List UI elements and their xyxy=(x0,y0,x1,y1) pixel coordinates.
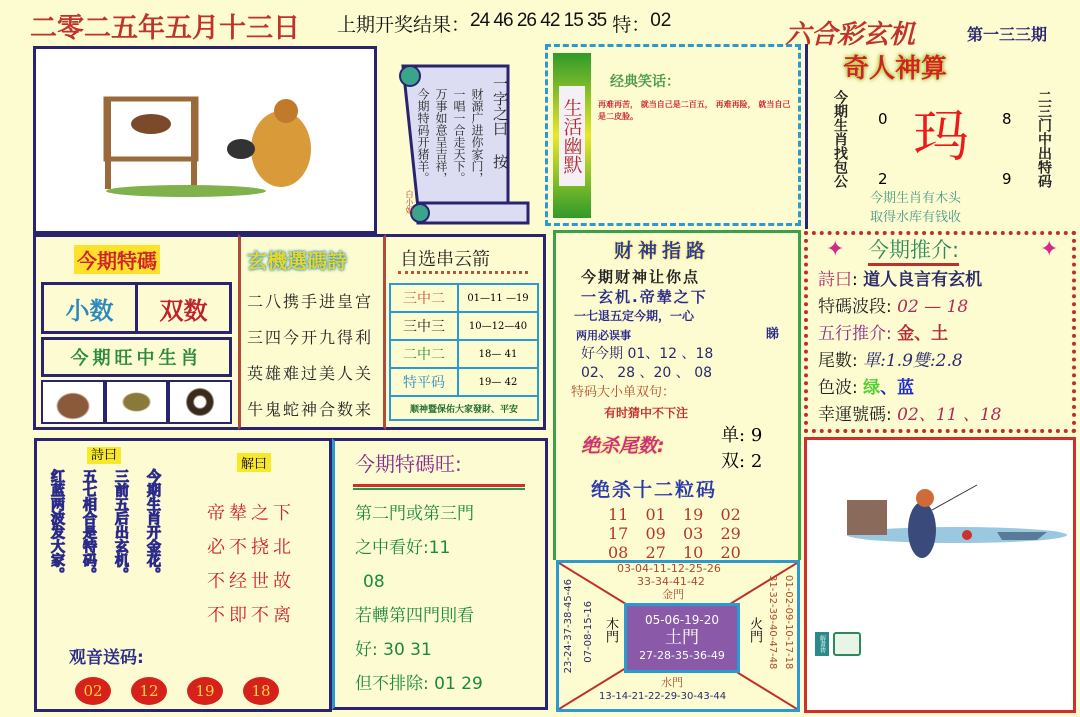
kill-number: 01 xyxy=(645,505,666,524)
snake-image xyxy=(168,380,232,424)
special-number: 02 xyxy=(650,10,672,31)
wuxing-value: 金、土 xyxy=(897,324,949,344)
number-ball: 02 xyxy=(75,677,111,705)
wang-line: 08 xyxy=(363,572,385,592)
poem-line: 二八携手进皇宫 xyxy=(247,292,374,311)
illustration-fishing xyxy=(804,437,1076,713)
date-title: 二零二五年五月十三日 xyxy=(30,13,300,44)
soccer-illustration xyxy=(36,49,374,231)
earth-bottom-nums: 27-28-35-36-49 xyxy=(639,649,725,662)
verse-col: 三前五后出玄机。 xyxy=(113,469,129,581)
verse-col: 红蓝两波发大家。 xyxy=(49,469,65,581)
pig-image xyxy=(41,380,105,424)
kill-number: 11 xyxy=(608,505,629,524)
oracle-num: 9 xyxy=(1002,170,1012,188)
poem-panel xyxy=(238,234,386,430)
wealth-line: 一玄机.帝辇之下 xyxy=(581,288,708,306)
explain-line: 必不挠北 xyxy=(207,537,295,558)
lucky-value: 02、11 、18 xyxy=(897,405,1002,425)
pick-divider xyxy=(398,271,528,277)
band-row xyxy=(818,296,968,318)
wealth-line: 有时猜中不下注 xyxy=(604,406,689,420)
poem-line: 英雄难过美人关 xyxy=(247,364,374,383)
pick-value: 18— 41 xyxy=(478,348,518,360)
gold-nums: 03-04-11-12-25-26 xyxy=(617,562,721,575)
pick-label: 三中二 xyxy=(391,285,459,311)
oracle-char: 玛 xyxy=(913,105,969,170)
wang-line: 第二門或第三門 xyxy=(355,504,474,524)
kill12-title: 绝杀十二粒码 xyxy=(591,479,718,501)
kill-number: 29 xyxy=(720,524,741,543)
wood-door: 木門 xyxy=(603,617,618,643)
oracle-line2: 取得水库有钱收 xyxy=(870,210,962,225)
pick-row xyxy=(391,341,537,369)
explain-line: 帝辇之下 xyxy=(207,503,295,524)
fire-nums: 01-02-09-10-17-18 xyxy=(783,575,794,670)
tail-value: 單:1.9雙:2.8 xyxy=(863,351,963,371)
wood-nums: 07-08-15-16 xyxy=(583,601,594,663)
scroll-panel xyxy=(388,58,533,228)
illustration-goal xyxy=(33,46,377,234)
last-result xyxy=(337,10,671,37)
last-result-numbers: 24 46 26 42 15 35 xyxy=(470,10,607,31)
doors-chart xyxy=(556,560,800,712)
wang-line: 好: 30 31 xyxy=(355,640,432,660)
recommend-poem: 詩曰: 道人良言有玄机 xyxy=(818,270,983,290)
recommend-panel xyxy=(804,231,1076,433)
wang-line: 之中看好:11 xyxy=(355,538,451,558)
lucky-label: 幸運號碼: xyxy=(818,405,892,425)
wealth-line: 睇 xyxy=(766,327,780,342)
poem-text: 道人良言有玄机 xyxy=(863,270,983,290)
joke-panel xyxy=(545,44,801,226)
kill-number: 17 xyxy=(608,524,629,543)
wealth-line: 好今期 01、12 、18 xyxy=(581,346,714,362)
band-label: 特碼波段: xyxy=(818,297,892,317)
explain-label: 解曰 xyxy=(237,453,271,472)
wealth-line: 两用必误事 xyxy=(576,329,631,342)
even-value: 2 xyxy=(750,451,763,472)
odd-label: 单: xyxy=(721,425,746,446)
pick-label: 三中三 xyxy=(391,313,459,339)
odd-value: 9 xyxy=(750,425,763,446)
explain-badge: 解畫祷 xyxy=(815,632,829,656)
gold-nums: 33-34-41-42 xyxy=(637,575,705,588)
pick-value: 19— 42 xyxy=(478,376,518,388)
last-result-label: 上期开奖结果： xyxy=(337,15,471,36)
pick-row xyxy=(391,285,537,313)
oracle-num: 0 xyxy=(878,110,888,128)
joke-title: 经典笑话： xyxy=(610,74,680,90)
color-green: 绿 xyxy=(863,378,881,398)
poem-title: 玄機選碼詩 xyxy=(247,249,347,273)
verse-poem-label: 詩曰 xyxy=(87,447,121,464)
pick-title: 自选串云箭 xyxy=(400,249,490,270)
scroll-author: 白小姐 xyxy=(405,190,414,214)
zodiac-label: 今期旺中生肖 xyxy=(41,337,232,377)
number-ball: 19 xyxy=(187,677,223,705)
kill-number: 10 xyxy=(683,543,704,562)
poem-line: 三四今开九得利 xyxy=(247,328,374,347)
earth-label: 土門 xyxy=(665,628,699,648)
pick-row xyxy=(391,313,537,341)
wealth-line: 特码大小单双句： xyxy=(571,385,676,400)
pick-footer: 顺神暨保佑大家發財、平安 xyxy=(409,404,518,415)
wuxing-label: 五行推介: xyxy=(818,324,892,344)
number-ball: 12 xyxy=(131,677,167,705)
color-label: 色波: xyxy=(818,378,858,398)
oracle-right-text: 二三门中出特码 xyxy=(1036,90,1052,188)
pick-panel xyxy=(386,234,546,430)
scroll-line: 今期特码开猪羊。 xyxy=(416,88,430,184)
zodiac-images xyxy=(41,380,232,424)
special-code-title: 今期特碼 xyxy=(74,245,160,274)
even-label: 双: xyxy=(721,451,746,472)
explain-line: 不即不离 xyxy=(207,605,295,626)
number-ball: 18 xyxy=(243,677,279,705)
oracle-panel xyxy=(805,44,1067,229)
recommend-title: 今期推介: xyxy=(868,237,959,266)
oracle-num: 8 xyxy=(1002,110,1012,128)
fire-door: 火門 xyxy=(747,617,762,643)
star-icon: ✦ xyxy=(826,237,845,262)
pick-value: 01—11 —19 xyxy=(467,292,529,304)
wealth-line: 一七退五定今期，一心 xyxy=(574,309,695,323)
verse-col: 五七相合是特码。 xyxy=(81,469,97,581)
pick-value: 10—12—40 xyxy=(468,320,528,332)
pick-row xyxy=(391,369,537,397)
kill-tail-label: 绝杀尾数: xyxy=(581,435,665,457)
kill-number: 20 xyxy=(720,543,741,562)
wang-underline xyxy=(353,484,525,490)
wang-line: 若轉第四門則看 xyxy=(355,606,474,626)
oracle-line1: 今期生肖有木头 xyxy=(870,191,962,206)
kill-number: 19 xyxy=(683,505,704,524)
wang-line: 但不排除: 01 29 xyxy=(355,674,483,694)
joke-text: 再难再苦， 就当自己是二百五， 再难再险， 就当自己是二皮脸。 xyxy=(598,100,791,121)
poem-line: 牛鬼蛇神合数来 xyxy=(247,400,374,419)
oracle-left-text: 今期生肖找包公 xyxy=(832,90,848,188)
scroll-title: 一字之曰 按 xyxy=(491,76,509,169)
star-icon: ✦ xyxy=(1040,237,1059,262)
kill-number: 09 xyxy=(645,524,666,543)
tail-label: 尾數: xyxy=(818,351,858,371)
kill-number: 03 xyxy=(683,524,704,543)
wang-title: 今期特碼旺: xyxy=(355,452,462,476)
tail-row xyxy=(818,350,963,372)
water-door: 水門 xyxy=(661,676,683,689)
scroll-line: 财源广进你家门， xyxy=(470,88,484,184)
wuxing-row xyxy=(818,323,948,345)
explain-line: 不经世故 xyxy=(207,571,295,592)
lucky-row xyxy=(818,404,1001,426)
gold-door: 金門 xyxy=(662,588,684,601)
kill-number: 08 xyxy=(608,543,629,562)
poem-label: 詩曰 xyxy=(818,270,852,290)
color-blue: 、蓝 xyxy=(880,378,915,398)
notebook-icon xyxy=(833,632,861,656)
odd-tail xyxy=(721,425,762,447)
guanyin-balls xyxy=(75,677,279,705)
wealth-title: 财神指路 xyxy=(614,240,711,262)
small-number-cell: 小数 xyxy=(44,285,138,331)
verse-panel xyxy=(34,438,332,712)
color-row xyxy=(818,377,914,399)
brand-title: 六合彩玄机 xyxy=(785,20,916,50)
wood-nums: 23-24-37-38-45-46 xyxy=(563,579,574,674)
oracle-title: 奇人神算 xyxy=(843,54,948,84)
pick-label: 特平码 xyxy=(391,369,459,395)
earth-door xyxy=(624,603,740,673)
wealth-panel xyxy=(553,230,801,560)
band-value: 02 — 18 xyxy=(897,297,969,317)
special-label: 特： xyxy=(612,15,651,36)
dog-image xyxy=(105,380,169,424)
joke-side-label: 生活幽默 xyxy=(559,86,585,186)
joke-side-banner xyxy=(553,53,591,218)
even-number-cell: 双数 xyxy=(159,296,208,325)
oracle-num: 2 xyxy=(878,170,888,188)
wealth-line: 今期财神让你点 xyxy=(581,268,701,286)
kill12-grid xyxy=(608,505,758,562)
kill-number: 27 xyxy=(645,543,666,562)
fire-nums: 31-32-39-40-47-48 xyxy=(767,575,778,670)
special-code-panel xyxy=(33,234,238,430)
issue-number: 第一三三期 xyxy=(967,25,1048,44)
water-nums: 13-14-21-22-29-30-43-44 xyxy=(599,691,727,702)
scroll-line: 一唱一合走天下。 xyxy=(452,88,466,184)
guanyin-label: 观音送码: xyxy=(69,648,144,668)
scroll-line: 万事如意呈吉祥， xyxy=(434,88,448,184)
verse-col: 今期生肖开金花。 xyxy=(145,469,161,581)
kill-number: 02 xyxy=(720,505,741,524)
wealth-line: 02、 28 、20 、 08 xyxy=(581,365,713,381)
fishing-illustration xyxy=(807,440,1073,710)
pick-label: 二中二 xyxy=(391,341,459,367)
wang-panel xyxy=(332,438,548,710)
earth-top-nums: 05-06-19-20 xyxy=(644,613,720,627)
even-tail xyxy=(721,451,762,473)
